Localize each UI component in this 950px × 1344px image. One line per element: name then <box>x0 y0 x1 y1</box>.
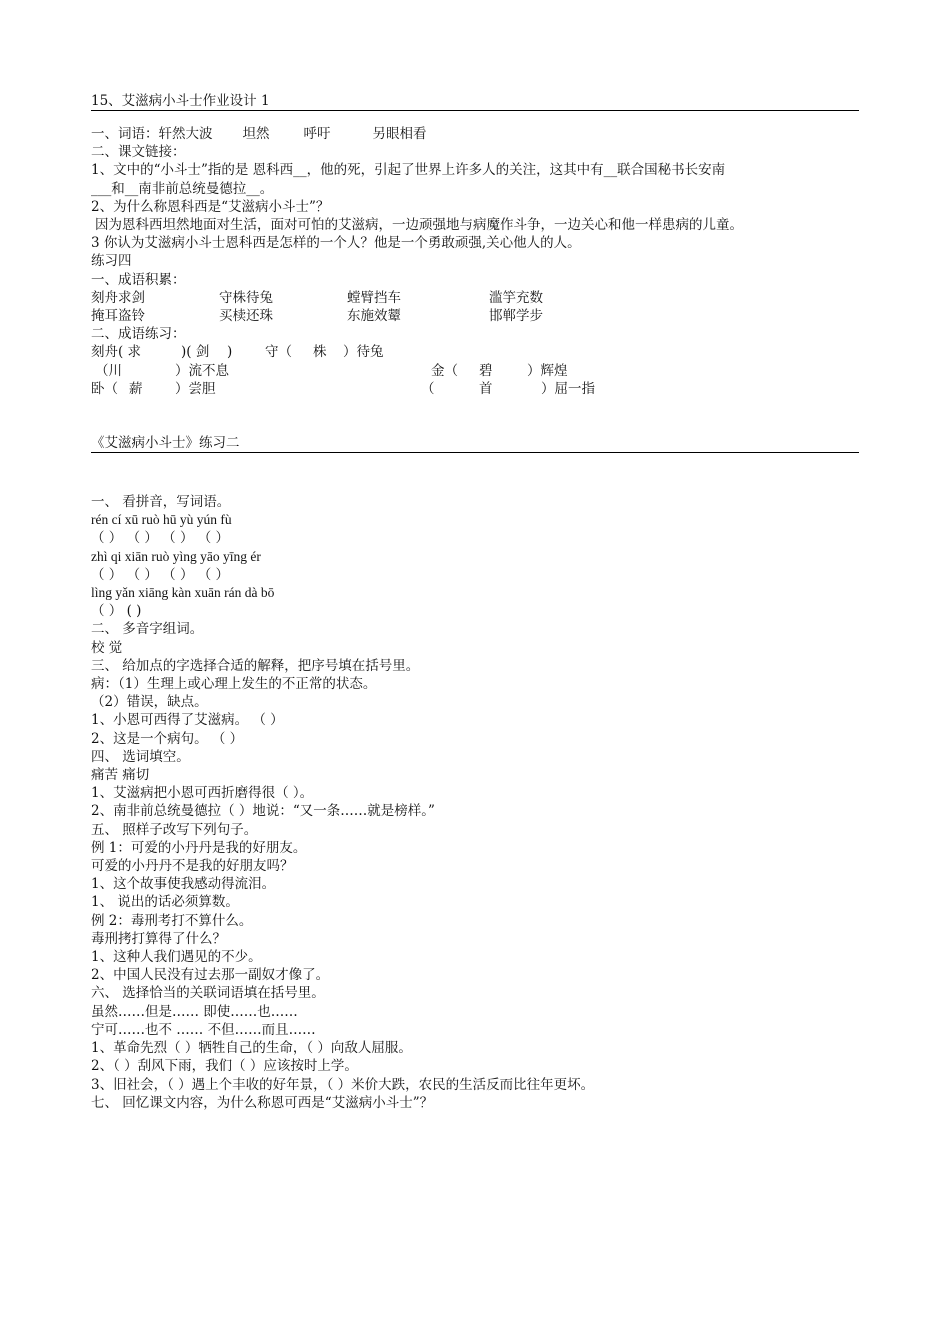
question-1b: ___和__南非前总统曼德拉__。 <box>91 180 274 197</box>
blank-text: ）屈一指 <box>541 380 595 397</box>
pinyin-line: zhì qi xiān ruò yìng yāo yīng ér <box>91 548 261 564</box>
idiom-label: 一、成语积累： <box>91 271 186 288</box>
document-page <box>91 92 859 1112</box>
blank-text: ) <box>227 344 233 361</box>
pinyin-line: rén cí xū ruò hū yù yún fù <box>91 512 232 528</box>
idiom: 守株待兔 <box>219 289 273 306</box>
text-line: 1、这种人我们遇见的不少。 <box>91 949 262 966</box>
text-line: 痛苦 痛切 <box>91 767 150 784</box>
text-line: 2、（ ）刮风下雨，我们（ ）应该按时上学。 <box>91 1058 358 1075</box>
text-line: 六、 选择恰当的关联词语填在括号里。 <box>91 985 325 1002</box>
vocab-word: 另眼相看 <box>372 126 427 142</box>
text-line: 3、旧社会，（ ）遇上个丰收的好年景，（ ）米价大跌，农民的生活反而比往年更坏。 <box>91 1076 595 1093</box>
text-line: 可爱的小丹丹不是我的好朋友吗？ <box>91 858 294 875</box>
text-line: 1、艾滋病把小恩可西折磨得很（ ）。 <box>91 785 314 802</box>
blank-text: 薪 <box>129 380 143 397</box>
text-line: 2、中国人民没有过去那一副奴才像了。 <box>91 967 330 984</box>
blank-text: 株 <box>313 344 327 361</box>
blank-text: 首 <box>479 380 493 397</box>
text-line: 四、 选词填空。 <box>91 748 190 765</box>
practice-row-3 <box>91 380 859 398</box>
vocab-label: 一、词语： <box>91 126 159 142</box>
text-line: 例 1：可爱的小丹丹是我的好朋友。 <box>91 839 307 856</box>
vocab-line <box>91 125 859 143</box>
text-line: 1、小恩可西得了艾滋病。 （ ） <box>91 712 284 729</box>
blank-text: 金（ <box>431 362 458 379</box>
text-line: 三、 给加点的字选择合适的解释，把序号填在括号里。 <box>91 657 420 674</box>
vocab-word: 坦然 <box>242 126 270 142</box>
link-label: 二、课文链接： <box>91 144 186 161</box>
text-line: 1、这个故事使我感动得流泪。 <box>91 876 276 893</box>
question-2-answer: 因为恩科西坦然地面对生活，面对可怕的艾滋病，一边顽强地与病魔作斗争，一边关心和他一样患病的儿童。 <box>95 217 743 234</box>
blank-text: 刻舟( 求 <box>91 344 142 361</box>
blank-text: ）尝胆 <box>175 380 216 397</box>
text-line: 虽然……但是…… 即使……也…… <box>91 1003 298 1020</box>
blank-text: 守（ <box>265 344 292 361</box>
text-line: （2）错误，缺点。 <box>91 694 208 711</box>
text-line: 2、这是一个病句。 （ ） <box>91 730 244 747</box>
section2-title: 《艾滋病小斗士》练习二 <box>91 434 859 453</box>
idiom: 邯郸学步 <box>489 308 543 325</box>
section1-title: 15、艾滋病小斗士作业设计 1 <box>91 92 859 111</box>
question-2: 2、为什么称恩科西是“艾滋病小斗士”？ <box>91 198 330 215</box>
idiom-row <box>91 289 859 307</box>
question-1a: 1、文中的“小斗士”指的是 恩科西__，他的死，引起了世界上许多人的关注，这其中有__联合国秘书长安南 <box>91 162 726 179</box>
practice-row-1 <box>91 343 859 361</box>
text-line: 2、南非前总统曼德拉（ ）地说：“又一条……就是榜样。” <box>91 803 435 820</box>
text-line: 病：（1）生理上或心理上发生的不正常的状态。 <box>91 676 377 693</box>
blank-text: 卧（ <box>91 380 118 397</box>
pinyin-line: lìng yǎn xiāng kàn xuān rán dà bō <box>91 585 275 601</box>
question-3: 3 你认为艾滋病小斗士恩科西是怎样的一个人？他是一个勇敢顽强,关心他人的人。 <box>91 235 581 252</box>
blank-text: )( 剑 <box>181 344 210 361</box>
text-line: 宁可……也不 …… 不但……而且…… <box>91 1021 316 1038</box>
idiom: 刻舟求剑 <box>91 289 145 306</box>
blank-text: ）辉煌 <box>527 362 568 379</box>
blank-text: ）待兔 <box>343 344 384 361</box>
blank-line: （ ） （ ） （ ） （ ） <box>91 566 230 583</box>
blank-text: ）流不息 <box>175 362 229 379</box>
blank-line: （ ） （ ） （ ） （ ） <box>91 530 230 547</box>
idiom: 滥竽充数 <box>489 289 543 306</box>
exercise-4-heading: 练习四 <box>91 253 132 270</box>
idiom: 螳臂挡车 <box>347 289 401 306</box>
text-line: 1、 说出的话必须算数。 <box>91 894 239 911</box>
text-line: 校 觉 <box>91 639 123 656</box>
blank-text: （川 <box>95 362 122 379</box>
text-line: 二、 多音字组词。 <box>91 621 204 638</box>
text-line: 毒刑拷打算得了什么？ <box>91 930 226 947</box>
blank-text: （ <box>421 380 435 397</box>
text-line: 五、 照样子改写下列句子。 <box>91 821 258 838</box>
text-line: 一、 看拼音，写词语。 <box>91 494 231 510</box>
idiom: 东施效颦 <box>347 308 401 325</box>
blank-text: 碧 <box>479 362 493 379</box>
blank-line: （ ） ( ) <box>91 603 142 620</box>
section2-body <box>91 493 859 1112</box>
practice-label: 二、成语练习： <box>91 326 186 343</box>
vocab-word: 轩然大波 <box>158 126 213 142</box>
idiom-row <box>91 307 859 325</box>
text-line: 1、革命先烈（ ）牺牲自己的生命，（ ）向敌人屈服。 <box>91 1040 412 1057</box>
text-line: 例 2：毒刑考打不算什么。 <box>91 912 253 929</box>
text-line: 七、 回忆课文内容，为什么称恩可西是“艾滋病小斗士”？ <box>91 1094 434 1111</box>
idiom: 掩耳盗铃 <box>91 308 145 325</box>
vocab-word: 呼吁 <box>303 126 331 142</box>
idiom: 买椟还珠 <box>219 308 273 325</box>
practice-row-2 <box>91 362 859 380</box>
